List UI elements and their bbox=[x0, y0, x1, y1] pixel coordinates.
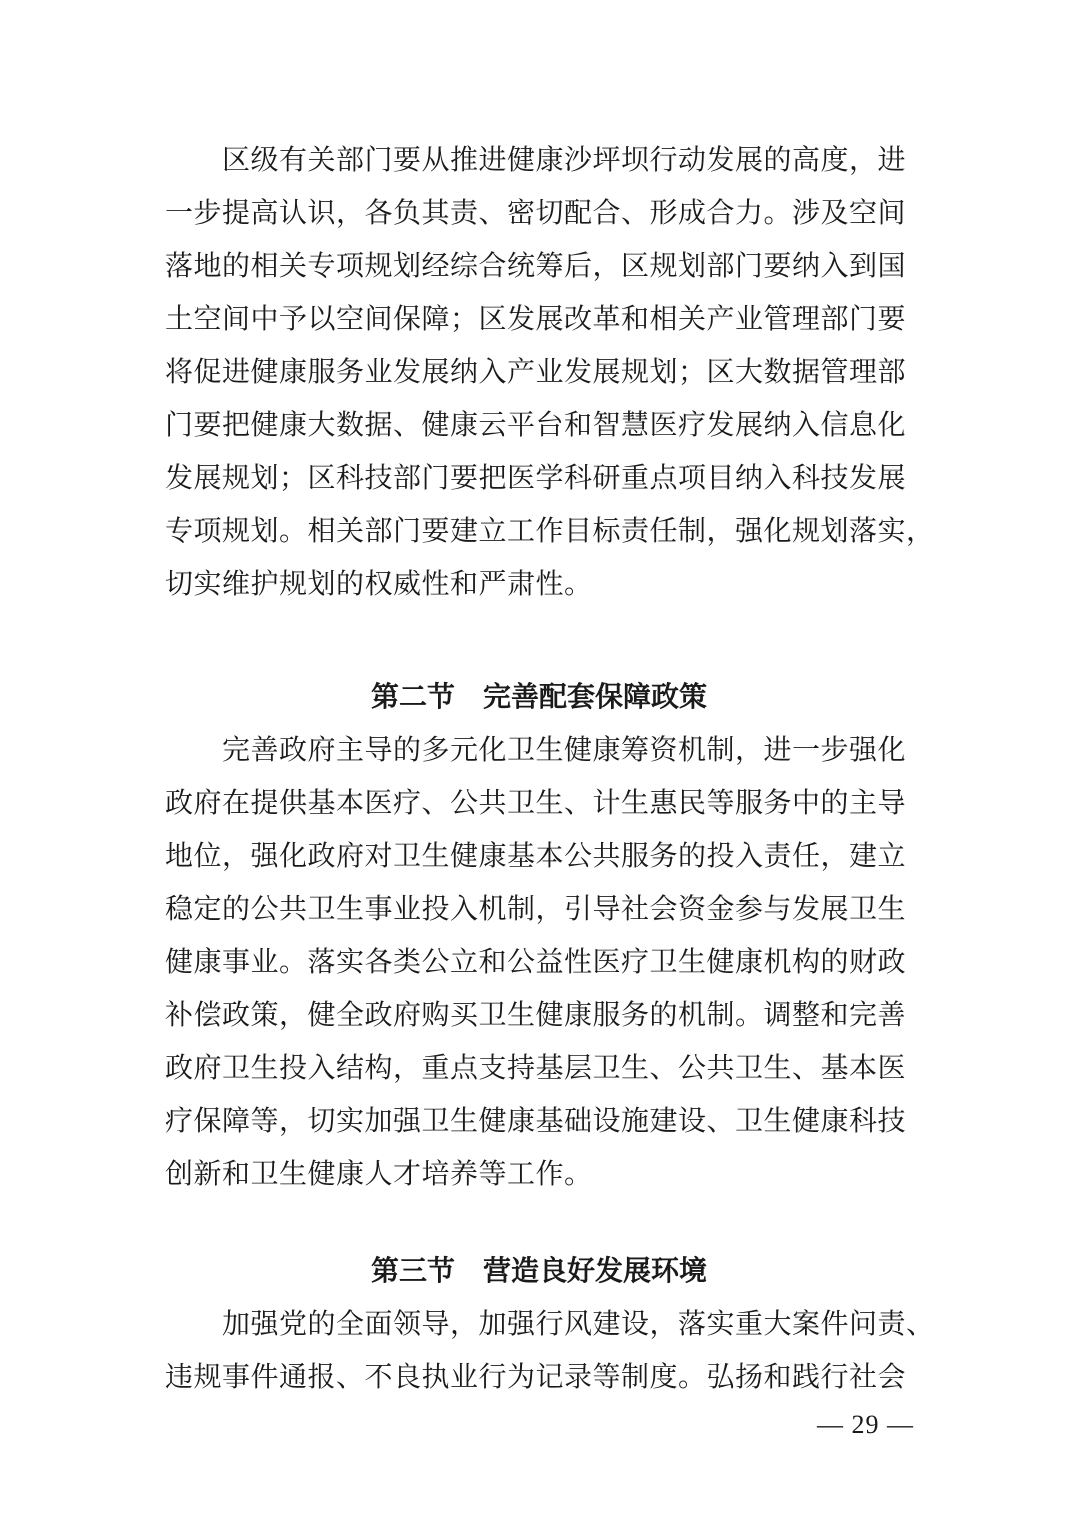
text-line: 加强党的全面领导，加强行风建设，落实重大案件问责、 bbox=[165, 1307, 935, 1340]
text-line: 政府卫生投入结构，重点支持基层卫生、公共卫生、基本医 bbox=[165, 1051, 907, 1084]
text-line: 政府在提供基本医疗、公共卫生、计生惠民等服务中的主导 bbox=[165, 786, 907, 819]
text-line: 健康事业。落实各类公立和公益性医疗卫生健康机构的财政 bbox=[165, 945, 907, 978]
text-line: 发展规划；区科技部门要把医学科研重点项目纳入科技发展 bbox=[165, 461, 907, 494]
paragraph-environment bbox=[165, 1297, 935, 1403]
page-number: — 29 — bbox=[817, 1410, 914, 1439]
text-line: 切实维护规划的权威性和严肃性。 bbox=[165, 567, 593, 600]
paragraph-planning-implementation bbox=[165, 133, 935, 610]
section-heading-2: 第二节 完善配套保障政策 bbox=[370, 680, 707, 713]
text-line: 创新和卫生健康人才培养等工作。 bbox=[165, 1157, 593, 1190]
text-line: 稳定的公共卫生事业投入机制，引导社会资金参与发展卫生 bbox=[165, 892, 907, 925]
text-line: 补偿政策，健全政府购买卫生健康服务的机制。调整和完善 bbox=[165, 998, 907, 1031]
text-line: 土空间中予以空间保障；区发展改革和相关产业管理部门要 bbox=[165, 302, 907, 335]
section-heading-3: 第三节 营造良好发展环境 bbox=[370, 1254, 707, 1287]
text-line: 将促进健康服务业发展纳入产业发展规划；区大数据管理部 bbox=[165, 355, 907, 388]
text-line: 疗保障等，切实加强卫生健康基础设施建设、卫生健康科技 bbox=[165, 1104, 907, 1137]
text-line: 区级有关部门要从推进健康沙坪坝行动发展的高度，进 bbox=[165, 143, 907, 176]
text-line: 门要把健康大数据、健康云平台和智慧医疗发展纳入信息化 bbox=[165, 408, 907, 441]
text-line: 一步提高认识，各负其责、密切配合、形成合力。涉及空间 bbox=[165, 196, 907, 229]
paragraph-funding-policy bbox=[165, 723, 913, 1200]
document-body bbox=[165, 133, 935, 1403]
text-line: 违规事件通报、不良执业行为记录等制度。弘扬和践行社会 bbox=[165, 1360, 907, 1393]
text-line: 完善政府主导的多元化卫生健康筹资机制，进一步强化 bbox=[165, 733, 907, 766]
text-line: 地位，强化政府对卫生健康基本公共服务的投入责任，建立 bbox=[165, 839, 907, 872]
text-line: 落地的相关专项规划经综合统筹后，区规划部门要纳入到国 bbox=[165, 249, 907, 282]
text-line: 专项规划。相关部门要建立工作目标责任制，强化规划落实， bbox=[165, 514, 935, 547]
